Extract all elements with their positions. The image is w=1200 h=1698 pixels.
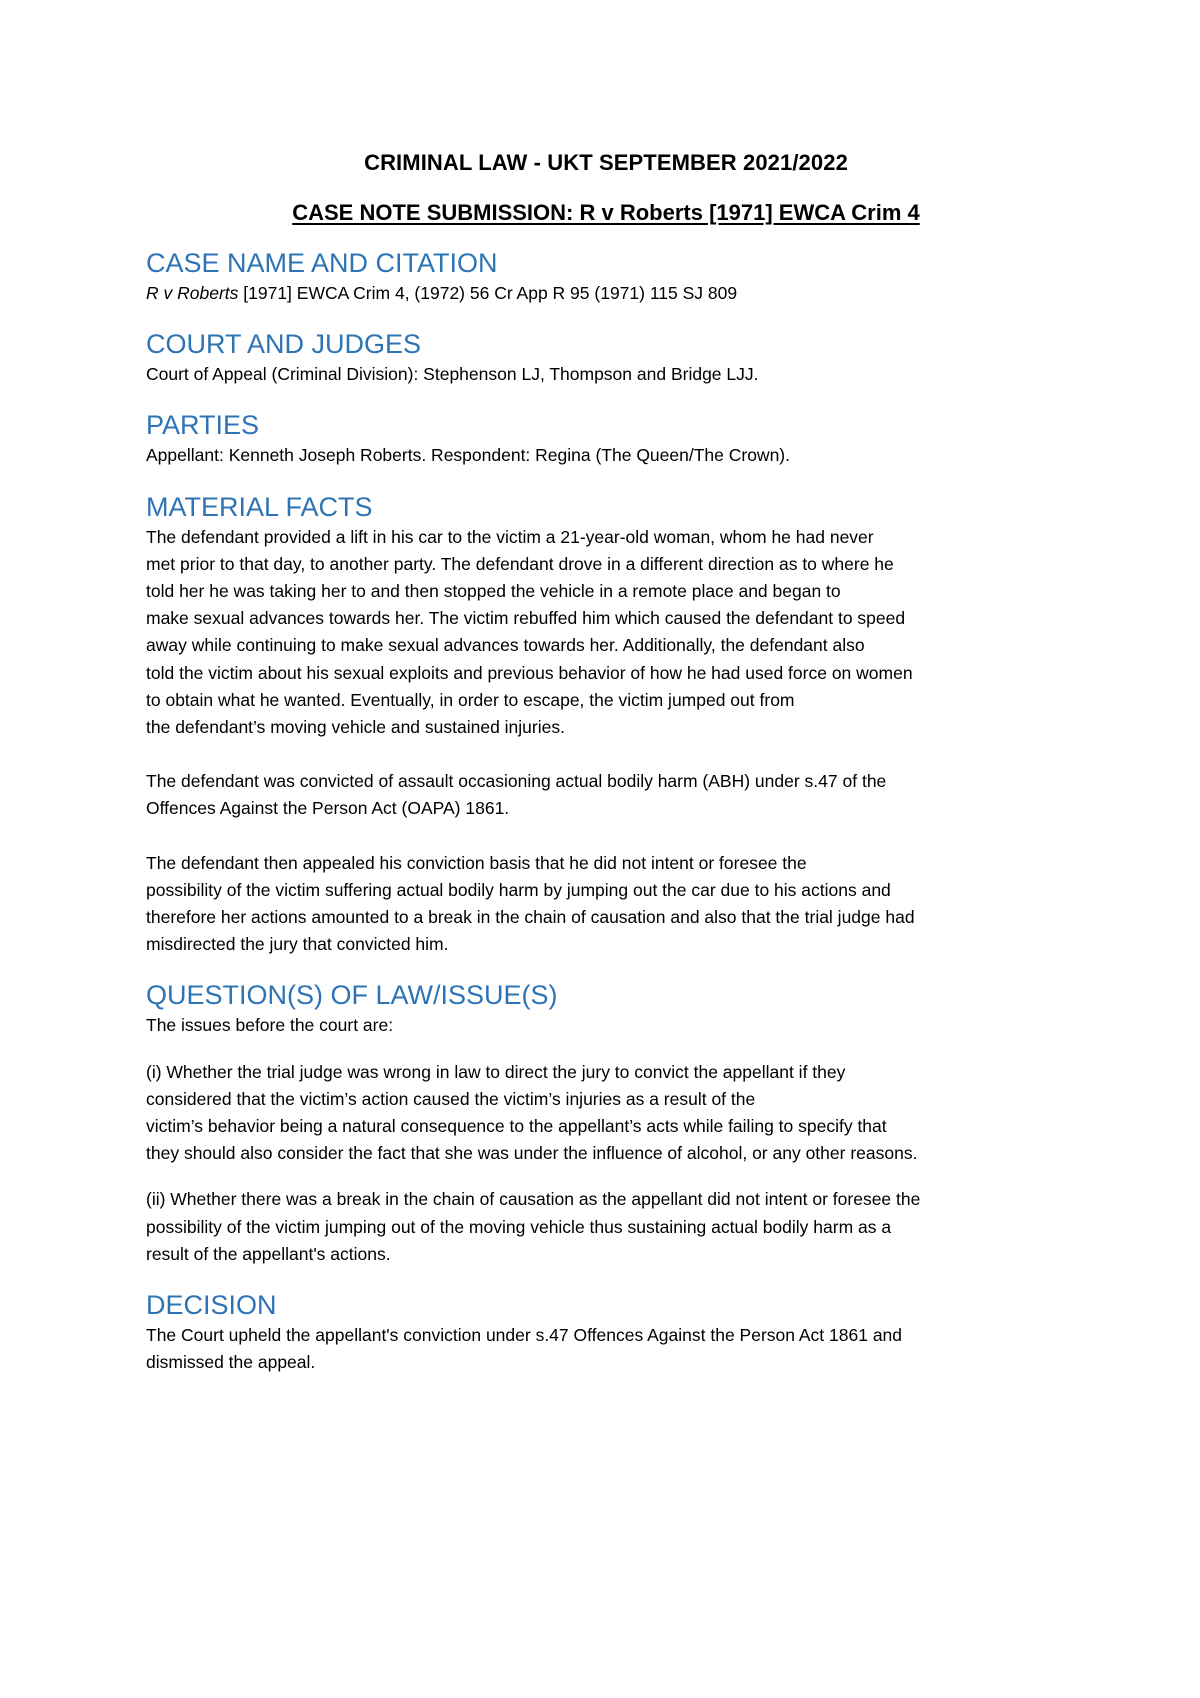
case-citation bbox=[146, 280, 1066, 307]
court-text: Court of Appeal (Criminal Division): Stephenson LJ, Thompson and Bridge LJJ. bbox=[146, 364, 759, 385]
issue-2 bbox=[146, 1186, 1066, 1268]
section-heading-court: COURT AND JUDGES bbox=[146, 329, 422, 360]
section-case-name bbox=[146, 246, 1066, 307]
issue-2-line: possibility of the victim jumping out of the moving vehicle thus sustaining actual bodily harm as a bbox=[146, 1216, 892, 1237]
facts-p1-line: make sexual advances towards her. The victim rebuffed him which caused the defendant to speed bbox=[146, 608, 906, 629]
facts-p2-line: Offences Against the Person Act (OAPA) 1861. bbox=[146, 798, 510, 819]
document-subtitle: CASE NOTE SUBMISSION: R v Roberts [1971] EWCA Crim 4 bbox=[292, 200, 920, 225]
facts-p1-line: the defendant’s moving vehicle and sustained injuries. bbox=[146, 717, 565, 738]
facts-paragraph-1 bbox=[146, 524, 1066, 742]
issue-2-line: (ii) Whether there was a break in the chain of causation as the appellant did not intent or foresee the bbox=[146, 1189, 921, 1210]
issue-1-line: considered that the victim’s action caused the victim’s injuries as a result of the bbox=[146, 1088, 756, 1109]
parties-text: Appellant: Kenneth Joseph Roberts. Respondent: Regina (The Queen/The Crown). bbox=[146, 445, 790, 466]
section-parties bbox=[146, 408, 1066, 469]
issues-intro: The issues before the court are: bbox=[146, 1015, 394, 1036]
decision-line: The Court upheld the appellant's conviction under s.47 Offences Against the Person Act 1861 and bbox=[146, 1325, 903, 1346]
facts-paragraph-2 bbox=[146, 768, 1066, 822]
section-material-facts bbox=[146, 490, 1066, 959]
section-heading-parties: PARTIES bbox=[146, 410, 260, 441]
section-heading-material-facts: MATERIAL FACTS bbox=[146, 491, 373, 522]
section-issues bbox=[146, 978, 1066, 1268]
facts-p2-line: The defendant was convicted of assault occasioning actual bodily harm (ABH) under s.47 of the bbox=[146, 771, 887, 792]
section-decision bbox=[146, 1288, 1066, 1376]
facts-p1-line: told the victim about his sexual exploits and previous behavior of how he had used force on women bbox=[146, 662, 913, 683]
issue-1-line: they should also consider the fact that she was under the influence of alcohol, or any other reasons. bbox=[146, 1143, 918, 1164]
case-name-italic: R v Roberts bbox=[146, 283, 239, 303]
section-court bbox=[146, 327, 1066, 388]
issue-1 bbox=[146, 1059, 1066, 1168]
facts-p1-line: met prior to that day, to another party. The defendant drove in a different direction as to where he bbox=[146, 553, 894, 574]
document-title: CRIMINAL LAW - UKT SEPTEMBER 2021/2022 bbox=[364, 150, 848, 175]
facts-p3-line: therefore her actions amounted to a break in the chain of causation and also that the trial judge had bbox=[146, 907, 915, 928]
facts-p3-line: The defendant then appealed his conviction basis that he did not intent or foresee the bbox=[146, 852, 807, 873]
facts-p1-line: told her he was taking her to and then stopped the vehicle in a remote place and began to bbox=[146, 581, 841, 602]
facts-p3-line: misdirected the jury that convicted him. bbox=[146, 934, 449, 955]
decision-text bbox=[146, 1322, 1066, 1376]
document-body bbox=[146, 148, 1066, 1376]
facts-p1-line: to obtain what he wanted. Eventually, in order to escape, the victim jumped out from bbox=[146, 689, 795, 710]
decision-line: dismissed the appeal. bbox=[146, 1352, 316, 1373]
facts-p1-line: The defendant provided a lift in his car to the victim a 21-year-old woman, whom he had never bbox=[146, 526, 874, 547]
facts-p1-line: away while continuing to make sexual advances towards her. Additionally, the defendant also bbox=[146, 635, 865, 656]
issue-2-line: result of the appellant's actions. bbox=[146, 1243, 391, 1264]
issue-1-line: victim’s behavior being a natural consequence to the appellant’s acts while failing to specify that bbox=[146, 1116, 887, 1137]
section-heading-decision: DECISION bbox=[146, 1290, 277, 1321]
section-heading-case-name: CASE NAME AND CITATION bbox=[146, 248, 498, 278]
case-citation-rest: [1971] EWCA Crim 4, (1972) 56 Cr App R 95 (1971) 115 SJ 809 bbox=[238, 283, 738, 303]
facts-p3-line: possibility of the victim suffering actual bodily harm by jumping out the car due to his actions and bbox=[146, 879, 891, 900]
section-heading-issues: QUESTION(S) OF LAW/ISSUE(S) bbox=[146, 980, 558, 1011]
issue-1-line: (i) Whether the trial judge was wrong in law to direct the jury to convict the appellant if they bbox=[146, 1061, 846, 1082]
facts-paragraph-3 bbox=[146, 850, 1066, 959]
